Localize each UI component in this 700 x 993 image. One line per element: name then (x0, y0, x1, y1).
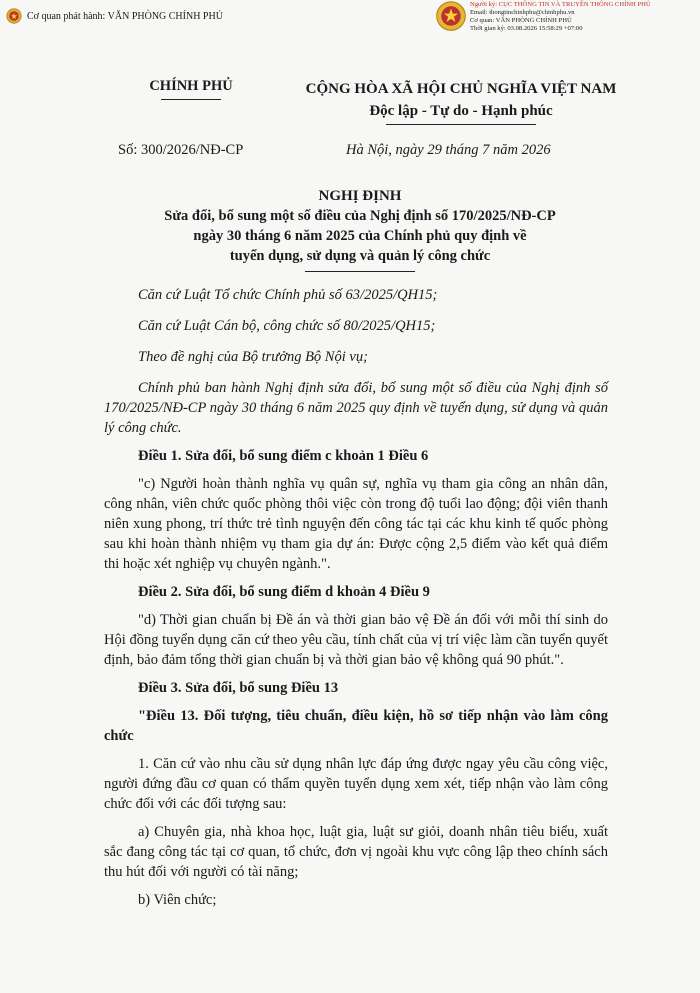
legal-basis-1: Căn cứ Luật Tổ chức Chính phủ số 63/2025/QH15; (138, 287, 438, 303)
digital-signature-block (436, 1, 651, 33)
government-emblem-icon (6, 8, 22, 24)
motto-underline (386, 124, 536, 125)
country-name: CỘNG HÒA XÃ HỘI CHỦ NGHĨA VIỆT NAM (305, 81, 617, 97)
document-top-bar (0, 0, 700, 40)
document-body (104, 285, 608, 918)
article-1-heading: Điều 1. Sửa đổi, bổ sung điểm c khoản 1 Điều 6 (138, 448, 429, 464)
article-1-text: "c) Người hoàn thành nghĩa vụ quân sự, nghĩa vụ tham gia công an nhân dân, công nhân, viên chức quốc phòng thôi việc còn trong độ tuổi lao động; đội viên thanh niên xung phong, trí thức trẻ tình nguyện đến công tác tại các khu kinh tế quốc phòng sau khi hoàn thành nhiệm vụ tham gia dự án: Được cộng 2,5 điểm vào kết quả điểm thi hoặc xét nghiệp vụ chuyên ngành.". (104, 476, 608, 572)
document-date: Hà Nội, ngày 29 tháng 7 năm 2026 (346, 142, 551, 158)
title-line-3: tuyển dụng, sử dụng và quản lý công chức (229, 248, 491, 264)
organization-underline (161, 99, 221, 100)
article-2-heading: Điều 2. Sửa đổi, bổ sung điểm d khoản 4 Điều 9 (138, 584, 430, 600)
organization-name: CHÍNH PHỦ (149, 78, 233, 94)
legal-basis-3: Theo đề nghị của Bộ trưởng Bộ Nội vụ; (138, 349, 368, 365)
article-13-heading: "Điều 13. Đối tượng, tiêu chuẩn, điều kiện, hồ sơ tiếp nhận vào làm công chức (104, 708, 608, 744)
title-line-2: ngày 30 tháng 6 năm 2025 của Chính phủ quy định về (193, 228, 527, 244)
signature-signer: Người ký: CỤC THÔNG TIN VÀ TRUYỀN THÔNG CHÍNH PHỦ (470, 1, 651, 8)
signature-time: Thời gian ký: 03.08.2026 15:58:29 +07:00 (470, 25, 583, 32)
document-number: Số: 300/2026/NĐ-CP (118, 142, 244, 158)
article-13-point-b: b) Viên chức; (138, 892, 217, 908)
issuer-line (6, 8, 223, 24)
signature-email: Email: thongtinchinhphu@chinhphu.vn (470, 9, 575, 16)
signature-agency: Cơ quan: VĂN PHÒNG CHÍNH PHỦ (470, 17, 572, 24)
article-13-clause-1: 1. Căn cứ vào nhu cầu sử dụng nhân lực đáp ứng được ngay yêu cầu công việc, người đứng đầu cơ quan có thẩm quyền tuyển dụng xem xét, tiếp nhận vào làm công chức đối với các đối tượng sau: (104, 756, 608, 812)
national-motto (286, 78, 636, 125)
article-3-heading: Điều 3. Sửa đổi, bổ sung Điều 13 (138, 680, 339, 696)
preamble: Chính phủ ban hành Nghị định sửa đổi, bổ sung một số điều của Nghị định số 170/2025/NĐ-CP ngày 30 tháng 6 năm 2025 quy định về tuyển dụng, sử dụng và quản lý công chức. (104, 380, 608, 436)
document-title (80, 186, 640, 272)
issuing-organization (106, 78, 276, 100)
article-2-text: "d) Thời gian chuẩn bị Đề án và thời gian bảo vệ Đề án đối với mỗi thí sinh do Hội đồng tuyển dụng căn cứ theo yêu cầu, tính chất của vị trí việc làm cần tuyển quyết định, bảo đảm tổng thời gian chuẩn bị và thời gian bảo vệ không quá 90 phút.". (104, 612, 608, 668)
document-type: NGHỊ ĐỊNH (318, 188, 402, 204)
title-line-1: Sửa đổi, bổ sung một số điều của Nghị định số 170/2025/NĐ-CP (164, 208, 556, 224)
motto-text: Độc lập - Tự do - Hạnh phúc (369, 103, 553, 119)
legal-basis-2: Căn cứ Luật Cán bộ, công chức số 80/2025/QH15; (138, 318, 436, 334)
article-13-point-a: a) Chuyên gia, nhà khoa học, luật gia, luật sư giỏi, doanh nhân tiêu biểu, xuất sắc đang công tác tại cơ quan, tổ chức, đơn vị ngoài khu vực công lập theo chính sách thu hút đối với người có tài năng; (104, 824, 608, 880)
government-emblem-icon (436, 1, 466, 31)
title-underline (305, 271, 415, 272)
issuer-text: Cơ quan phát hành: VĂN PHÒNG CHÍNH PHỦ (27, 10, 223, 22)
